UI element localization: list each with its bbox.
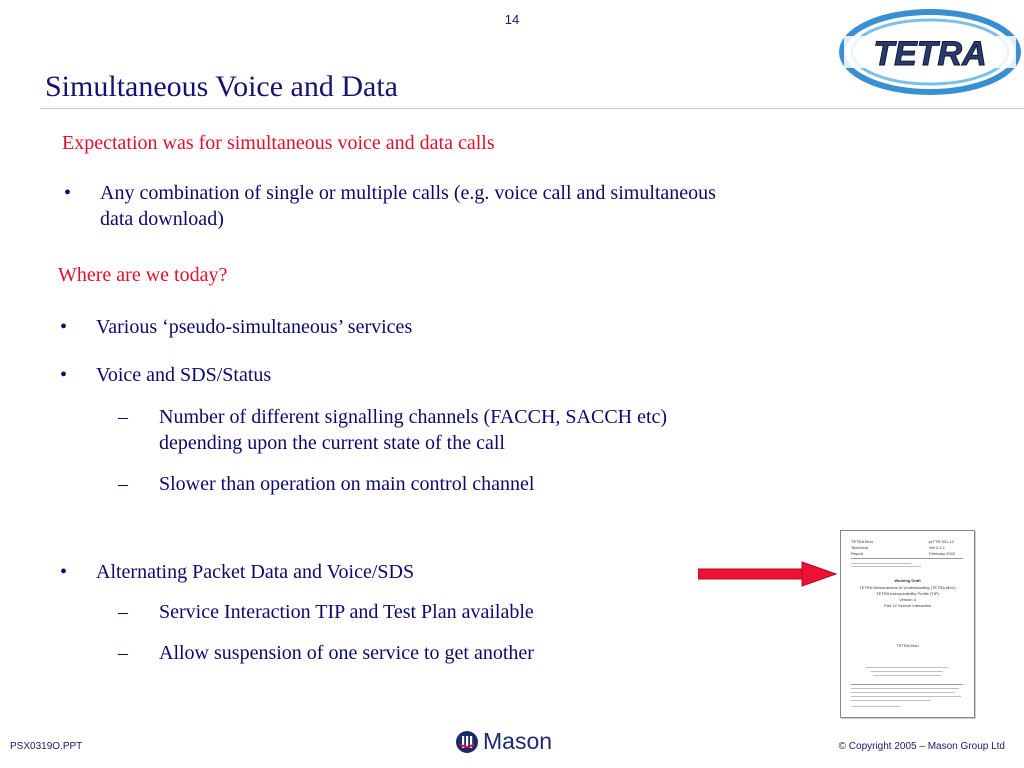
doc-title-line: TETRA Memorandum of Understanding (TETRA MoU) bbox=[859, 585, 956, 590]
section-heading-expectation: Expectation was for simultaneous voice and data calls bbox=[62, 132, 495, 154]
slide-title: Simultaneous Voice and Data bbox=[45, 70, 398, 103]
dash-marker: – bbox=[118, 406, 128, 428]
sub-item-line: Number of different signalling channels (FACCH, SACCH etc) bbox=[159, 406, 668, 428]
list-item-line: Any combination of single or multiple calls (e.g. voice call and simultaneous bbox=[100, 182, 716, 204]
doc-title-line: Part 12 Service Interaction bbox=[883, 603, 932, 608]
sub-item: Slower than operation on main control channel bbox=[159, 473, 535, 495]
doc-header-right: February 2002 bbox=[929, 551, 956, 556]
sub-item: Service Interaction TIP and Test Plan available bbox=[159, 601, 534, 623]
dash-marker: – bbox=[118, 642, 128, 664]
section-heading-today: Where are we today? bbox=[58, 264, 228, 286]
doc-header-left: Technical bbox=[851, 545, 868, 550]
bullet-marker: • bbox=[60, 316, 68, 338]
bullet-marker: • bbox=[60, 561, 68, 583]
bullet-marker: • bbox=[60, 364, 68, 386]
doc-header-right: Ver 0.1.1 bbox=[929, 545, 946, 550]
list-item-line: data download) bbox=[100, 208, 224, 230]
sub-item-line: depending upon the current state of the call bbox=[159, 432, 505, 454]
mason-emblem-icon bbox=[455, 730, 479, 754]
doc-title-line: Working Draft bbox=[894, 578, 921, 583]
doc-title-line: TETRA Interoperability Profile (TIP) bbox=[876, 591, 939, 596]
doc-header-right: prTTR 001-12 bbox=[929, 539, 954, 544]
bullet-marker: • bbox=[64, 182, 72, 204]
tetra-logo-text: TETRA bbox=[873, 35, 987, 73]
footer-file-name: PSX0319O.PPT bbox=[10, 741, 83, 752]
list-item: Voice and SDS/Status bbox=[96, 364, 272, 386]
dash-marker: – bbox=[118, 601, 128, 623]
list-item: Alternating Packet Data and Voice/SDS bbox=[96, 561, 415, 583]
page-number: 14 bbox=[504, 12, 520, 27]
dash-marker: – bbox=[118, 473, 128, 495]
doc-header-left: Report bbox=[851, 551, 864, 556]
list-item: Various ‘pseudo-simultaneous’ services bbox=[96, 316, 413, 338]
title-divider bbox=[40, 108, 1024, 109]
doc-title-line: Version 4 bbox=[899, 597, 916, 602]
footer-copyright: © Copyright 2005 – Mason Group Ltd bbox=[838, 741, 1005, 752]
doc-org: TETRA MoU bbox=[896, 643, 919, 648]
tetra-logo bbox=[838, 8, 1024, 96]
mason-logo bbox=[455, 728, 552, 755]
sub-item: Allow suspension of one service to get another bbox=[159, 642, 534, 664]
mason-logo-text: Mason bbox=[483, 728, 553, 754]
arrow-right-icon bbox=[698, 561, 838, 587]
document-thumbnail bbox=[840, 530, 975, 718]
doc-header-left: TETRA MoU bbox=[851, 539, 874, 544]
